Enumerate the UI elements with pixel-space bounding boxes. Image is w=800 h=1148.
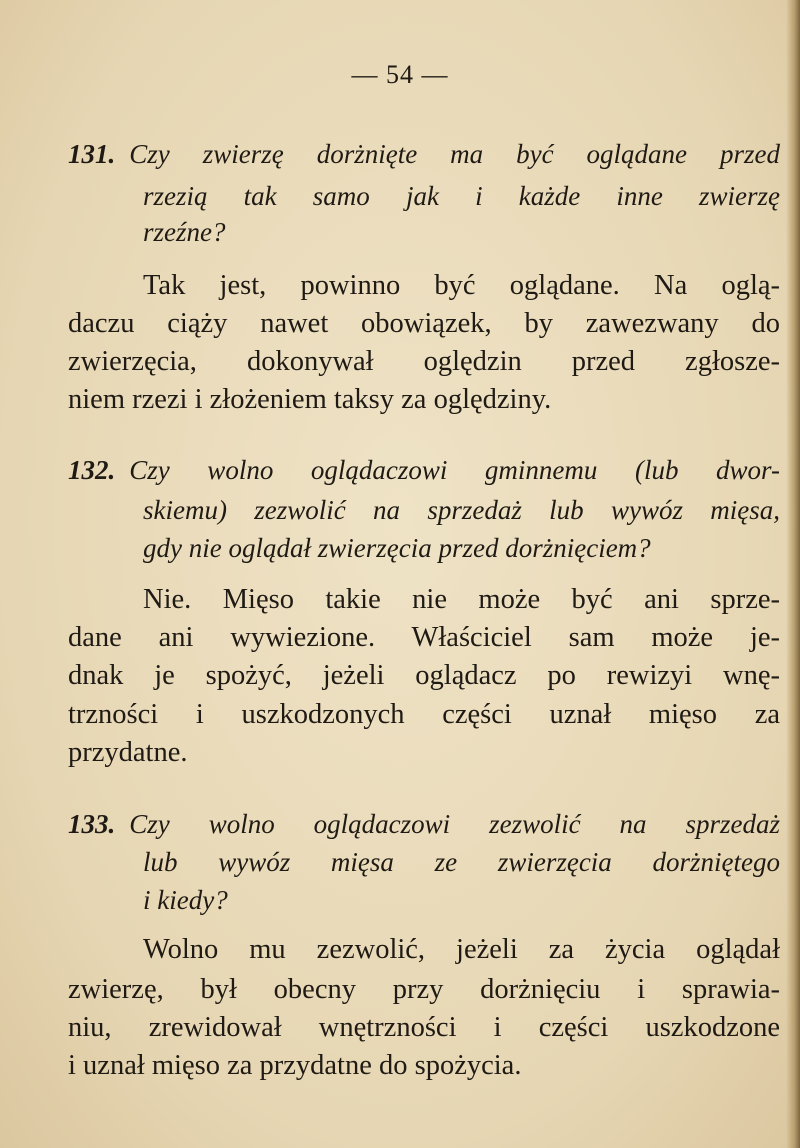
question-132-line-1: 132. Czy wolno oglądaczowi gminnemu (lub dwor- — [68, 455, 780, 485]
answer-132-line-4: trzności i uszkodzonych części uznał mięso za — [68, 699, 780, 730]
answer-132-line-3: dnak je spożyć, jeżeli oglądacz po rewizyi wnę- — [68, 660, 780, 691]
answer-131-line-1: Tak jest, powinno być oglądane. Na oglą- — [143, 270, 780, 301]
page-edge — [786, 0, 800, 1148]
answer-131-line-2: daczu ciąży nawet obowiązek, by zawezwany do — [68, 308, 780, 339]
answer-133-line-1: Wolno mu zezwolić, jeżeli za życia oglądał — [143, 934, 780, 965]
question-133-line-1: 133. Czy wolno oglądaczowi zezwolić na sprzedaż — [68, 809, 780, 839]
page-number: — 54 — — [351, 60, 449, 89]
question-132-line-3: gdy nie oglądał zwierzęcia przed dorżnięciem? — [143, 533, 651, 563]
question-132-line-2: skiemu) zezwolić na sprzedaż lub wywóz mięsa, — [143, 495, 780, 525]
question-133-line-2: lub wywóz mięsa ze zwierzęcia dorżniętego — [143, 847, 780, 877]
answer-133-line-4: i uznał mięso za przydatne do spożycia. — [68, 1050, 522, 1081]
answer-131-line-3: zwierzęcia, dokonywał oględzin przed zgłosze- — [68, 346, 780, 377]
question-131-line-1: 131. Czy zwierzę dorżnięte ma być oglądane przed — [68, 139, 780, 169]
answer-131-line-4: niem rzezi i złożeniem taksy za oględziny. — [68, 384, 552, 415]
question-131-line-2: rzezią tak samo jak i każde inne zwierzę — [143, 181, 780, 211]
answer-133-line-2: zwierzę, był obecny przy dorżnięciu i sprawia- — [68, 974, 780, 1005]
answer-132-line-5: przydatne. — [68, 737, 188, 768]
answer-132-line-2: dane ani wywiezione. Właściciel sam może je- — [68, 622, 780, 653]
question-131-line-3: rzeźne? — [143, 217, 226, 247]
question-133-line-3: i kiedy? — [143, 885, 228, 915]
question-number-131: 131. — [68, 139, 116, 169]
question-number-132: 132. — [68, 455, 116, 485]
answer-132-line-1: Nie. Mięso takie nie może być ani sprze- — [143, 584, 780, 615]
question-number-133: 133. — [68, 809, 116, 839]
answer-133-line-3: niu, zrewidował wnętrzności i części uszkodzone — [68, 1012, 780, 1043]
